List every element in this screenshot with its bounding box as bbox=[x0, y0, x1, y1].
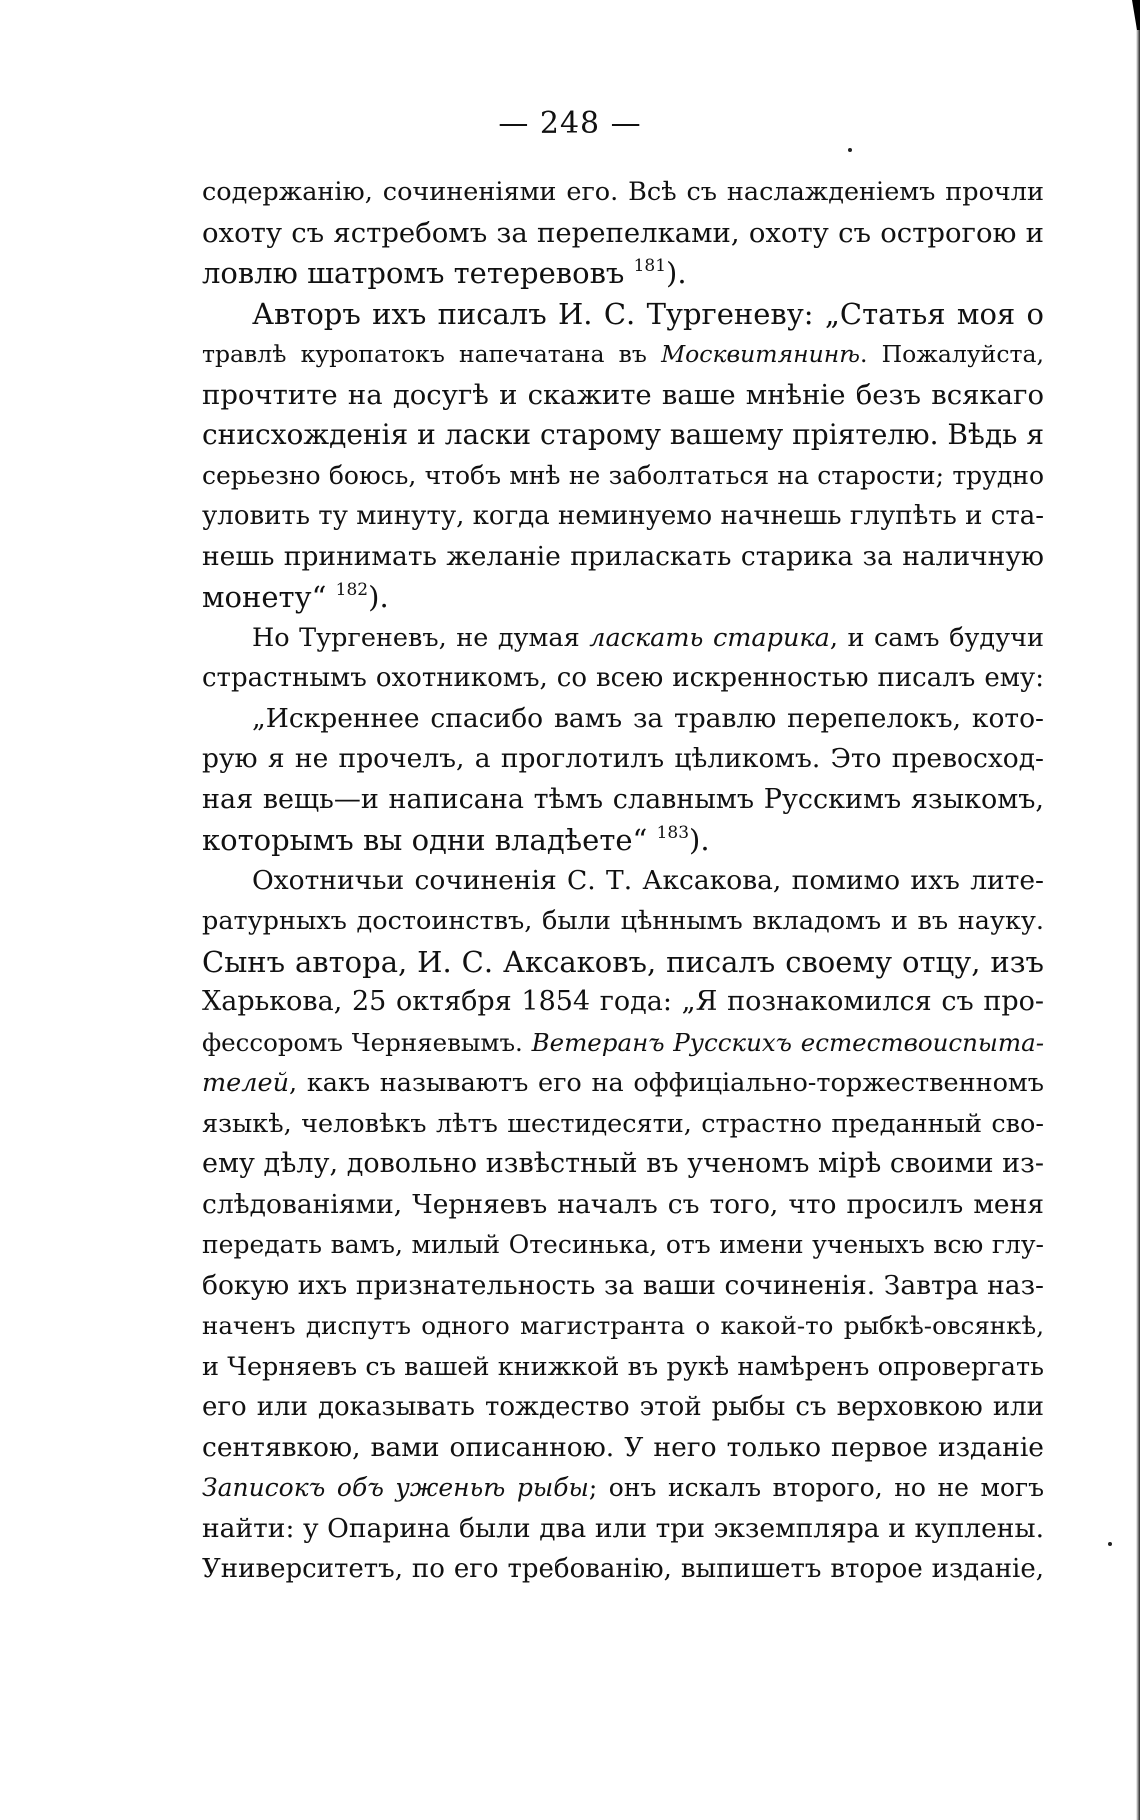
text-run: травлѣ куропатокъ напечатана въ bbox=[202, 340, 662, 368]
text-run: ратурныхъ достоинствъ, были цѣннымъ вкладомъ и въ науку. bbox=[202, 906, 1044, 936]
text-run: ловлю шатромъ тетеревовъ bbox=[202, 256, 634, 290]
text-line bbox=[202, 172, 1044, 213]
text-run: фессоромъ Черняевымъ. bbox=[202, 1027, 532, 1057]
text-run: охоту съ ястребомъ за перепелками, охоту съ острогою и bbox=[202, 216, 1044, 249]
text-run: прочтите на досугѣ и скажите ваше мнѣніе безъ всякаго bbox=[202, 378, 1044, 411]
text-run: нешь принимать желаніе приласкать старика за наличную bbox=[202, 540, 1044, 572]
text-line bbox=[202, 1347, 1044, 1388]
text-run: Университетъ, по его требованію, выпишетъ второе изданіе, bbox=[202, 1554, 1044, 1584]
text-run: монету“ bbox=[202, 580, 336, 614]
text-run: слѣдованіями, Черняевъ началъ съ того, что просилъ меня bbox=[202, 1188, 1044, 1220]
text-line bbox=[202, 1185, 1044, 1226]
text-run: и Черняевъ съ вашей книжкой въ рукѣ намѣренъ опровергать bbox=[202, 1351, 1044, 1382]
text-run: найти: у Опарина были два или три экземпляра и куплены. bbox=[202, 1512, 1044, 1544]
text-run: ). bbox=[368, 580, 389, 614]
text-run: , и самъ будучи bbox=[829, 622, 1044, 653]
text-line bbox=[202, 375, 1044, 416]
text-run: которымъ вы одни владѣете“ bbox=[202, 823, 657, 857]
text-line bbox=[202, 699, 1044, 740]
text-run: ; онъ искалъ второго, но не могъ bbox=[588, 1473, 1044, 1502]
text-run: наченъ диспутъ одного магистранта о какой-то рыбкѣ-овсянкѣ, bbox=[202, 1311, 1044, 1340]
text-line bbox=[202, 1428, 1044, 1469]
text-line bbox=[202, 334, 1044, 375]
footnote-reference: 183 bbox=[656, 823, 690, 843]
text-line bbox=[202, 982, 1044, 1023]
text-run: серьезно боюсь, чтобъ мнѣ не заболтаться на старости; трудно bbox=[202, 460, 1044, 490]
text-line bbox=[202, 1063, 1044, 1104]
scan-speck bbox=[1108, 1542, 1112, 1546]
text-run: ная вещь—и написана тѣмъ славнымъ Русскимъ языкомъ, bbox=[202, 783, 1044, 815]
text-line bbox=[202, 415, 1044, 456]
italic-text: ласкать старика bbox=[589, 622, 830, 653]
text-run: , какъ называютъ его на оффиціально-торжественномъ bbox=[289, 1068, 1044, 1098]
text-run: языкѣ, человѣкъ лѣтъ шестидесяти, страстно преданный сво- bbox=[202, 1108, 1044, 1139]
text-run: ). bbox=[666, 256, 687, 290]
text-run: . Пожалуйста, bbox=[859, 340, 1044, 368]
scan-speck bbox=[848, 148, 852, 152]
text-line bbox=[202, 739, 1044, 780]
text-line bbox=[202, 820, 1044, 861]
text-line bbox=[202, 1549, 1044, 1590]
text-run: уловить ту минуту, когда неминуемо начнешь глупѣть и ста- bbox=[202, 501, 1044, 531]
text-run: его или доказывать тождество этой рыбы съ верховкою или bbox=[202, 1392, 1044, 1422]
text-line bbox=[202, 1266, 1044, 1307]
text-line bbox=[202, 294, 1044, 335]
text-run: Сынъ автора, И. С. Аксаковъ, писалъ своему отцу, изъ bbox=[202, 944, 1044, 979]
text-line bbox=[202, 213, 1044, 254]
text-run: Харькова, 25 октября 1854 года: „Я познакомился съ про- bbox=[202, 986, 1044, 1017]
page-number: — 248 — bbox=[498, 106, 642, 141]
text-run: передать вамъ, милый Отесинька, отъ имени ученыхъ всю глу- bbox=[202, 1230, 1044, 1259]
text-run: Охотничьи сочиненія С. Т. Аксакова, помимо ихъ лите- bbox=[252, 864, 1044, 896]
text-run: Но Тургеневъ, не думая bbox=[252, 622, 590, 653]
text-line bbox=[202, 780, 1044, 821]
italic-text: Ветеранъ Русскихъ естествоиспыта- bbox=[531, 1027, 1044, 1057]
page-body-text bbox=[202, 172, 1044, 1590]
text-line bbox=[202, 253, 1044, 294]
footnote-reference: 182 bbox=[335, 580, 369, 600]
text-line bbox=[202, 1225, 1044, 1266]
text-line bbox=[202, 901, 1044, 942]
text-line bbox=[202, 1023, 1044, 1064]
text-line bbox=[202, 1306, 1044, 1347]
scan-edge-corner bbox=[1120, 0, 1140, 30]
text-run: „Искреннее спасибо вамъ за травлю перепелокъ, кото- bbox=[252, 702, 1044, 734]
text-run: ). bbox=[689, 823, 710, 857]
italic-text: Москвитянинѣ bbox=[661, 340, 860, 368]
text-run: ему дѣлу, довольно извѣстный въ ученомъ мірѣ своими из- bbox=[202, 1148, 1044, 1179]
text-line bbox=[202, 1509, 1044, 1550]
text-line bbox=[202, 658, 1044, 699]
text-line bbox=[202, 1144, 1044, 1185]
text-line bbox=[202, 1468, 1044, 1509]
text-line bbox=[202, 577, 1044, 618]
text-run: содержанію, сочиненіями его. Всѣ съ наслажденіемъ прочли bbox=[202, 177, 1044, 207]
text-run: бокую ихъ признательность за ваши сочиненія. Завтра наз- bbox=[202, 1269, 1044, 1301]
text-run: сентявкою, вами описанною. У него только первое изданіе bbox=[202, 1431, 1044, 1463]
text-line bbox=[202, 1387, 1044, 1428]
footnote-reference: 181 bbox=[633, 256, 667, 276]
text-line bbox=[202, 1104, 1044, 1145]
text-line bbox=[202, 496, 1044, 537]
text-run: рую я не прочелъ, а проглотилъ цѣликомъ. Это превосход- bbox=[202, 743, 1044, 774]
text-line bbox=[202, 942, 1044, 983]
text-line bbox=[202, 861, 1044, 902]
text-line bbox=[202, 618, 1044, 659]
text-line bbox=[202, 537, 1044, 578]
text-run: снисхожденія и ласки старому вашему пріятелю. Вѣдь я bbox=[202, 418, 1044, 451]
italic-text: Записокъ объ уженьѣ рыбы bbox=[202, 1473, 589, 1502]
italic-text: телей bbox=[202, 1068, 290, 1098]
text-run: Авторъ ихъ писалъ И. С. Тургеневу: „Статья моя о bbox=[252, 296, 1044, 331]
text-line bbox=[202, 456, 1044, 497]
text-run: страстнымъ охотникомъ, со всею искренностью писалъ ему: bbox=[202, 663, 1044, 693]
scan-edge-shadow bbox=[1136, 0, 1140, 1820]
